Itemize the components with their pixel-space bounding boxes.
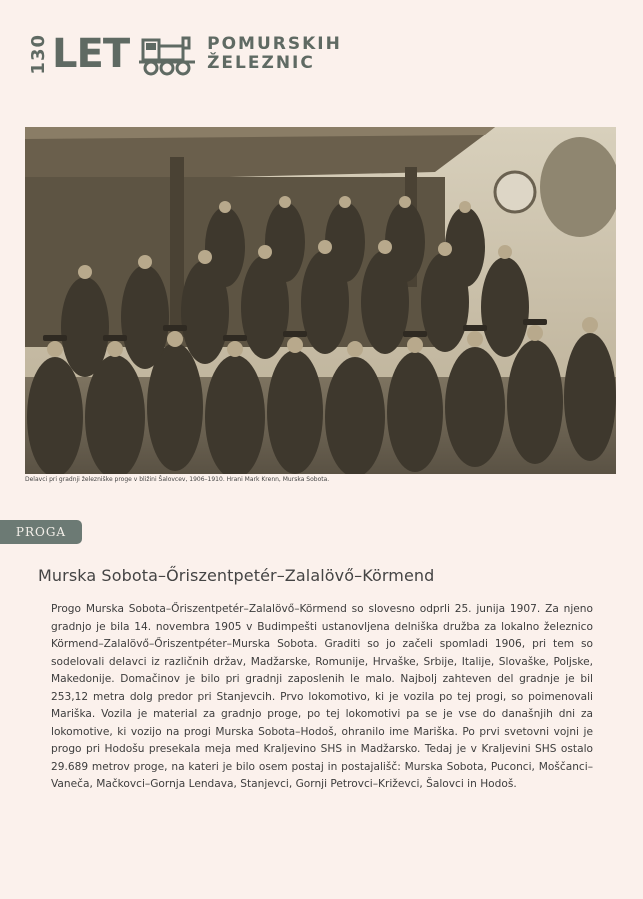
photo-caption: Delavci pri gradnji železniške proge v bližini Šalovcev, 1906–1910. Hrani Mark Krenn, Murska Sobota.	[25, 476, 330, 483]
historical-photo	[25, 127, 616, 474]
article-body: Progo Murska Sobota–Őriszentpetér–Zalalövő–Körmend so slovesno odprli 25. junija 1907. Za njeno gradnjo je bila 14. novembra 1905 v Budimpešti ustanovljena delniška družba za lokalno železnico Körmend–Zalalövő–Őriszentpéter–Murska Sobota. Graditi so jo začeli spomladi 1906, pri tem so sodelovali delavci iz različnih držav, Madžarske, Romunije, Hrvaške, Srbije, Italije, Slovaške, Poljske, Makedonije. Domačinov je bilo pri gradnji zaposlenih le malo. Najbolj zahteven del gradnje je bil 253,12 metra dolg predor pri Stanjevcih. Prvo lokomotivo, ki je vozila po tej progi, so poimenovali Mariška. Vozila je material za gradnjo proge, po tej lokomotivi pa se je vse do današnjih dni za lokomotive, ki vozijo na progi Murska Sobota–Hodoš, ohranilo ime Mariška. Po prvi svetovni vojni je progo pri Hodošu presekala meja med Kraljevino SHS in Madžarsko. Tedaj je v Kraljevini SHS ostalo 29.689 metrov proge, na kateri je bilo osem postaj in postajališč: Murska Sobota, Puconci, Moščanci–Vaneča, Mačkovci–Gornja Lendava, Stanjevci, Gornji Petrovci–Križevci, Šalovci in Hodoš.	[51, 603, 593, 790]
logo-line1: POMURSKIH	[207, 34, 342, 54]
photo-image	[25, 127, 616, 474]
logo-word: LET	[52, 31, 130, 77]
article-title: Murska Sobota–Őriszentpetér–Zalalövő–Körmend	[38, 566, 435, 585]
logo-words	[207, 35, 342, 73]
logo-line2: ŽELEZNIC	[207, 53, 315, 73]
logo-number: 130	[28, 33, 49, 75]
train-icon	[137, 30, 199, 78]
section-tag: PROGA	[0, 520, 82, 544]
logo	[30, 30, 342, 78]
